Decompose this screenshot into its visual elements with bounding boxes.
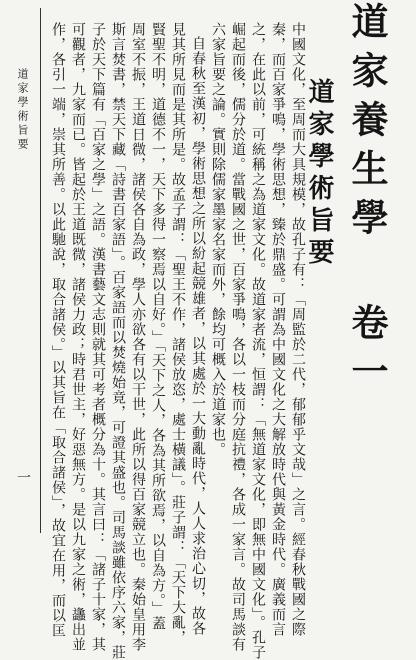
body-column: 周室不振，王道日微，諸侯各自為政，學人亦欲各有以干世，此所以得百家競立也。秦始皇用李 xyxy=(130,22,146,652)
running-title: 道家學術旨要 xyxy=(16,68,29,152)
chapter-title: 道家學術旨要 xyxy=(304,78,334,270)
body-column: 子於天下篇有「百家之學」之語。漢書藝文志則就其可考者概分為十。其言曰：「諸子十家，其 xyxy=(90,22,106,652)
body-column: 之，在此以前，可統稱之為道家文化。故道家者流，恒謂：「無道家文化，即無中國文化」。孔子 xyxy=(250,22,266,660)
body-column: 秦，而百家爭鳴，學術思想，臻於鼎盛。可謂為中國文化之大解放時代與黃金時代。廣義而言 xyxy=(270,22,286,637)
book-title: 道家養生學 卷一 xyxy=(345,2,389,401)
body-column: 中國文化，至周而大具規模，故孔子有：「周監於二代，郁郁乎文哉」之言。經春秋戰國之際 xyxy=(290,22,306,637)
body-column: 見其所見而是其所是。故孟子謂：「聖王不作，諸侯放恣，處士橫議」。莊子謂：「天下大亂， xyxy=(170,22,186,645)
body-column: 六家旨要之論。實則除儒家墨家名家而外，餘均可概入於道家也。 xyxy=(210,22,226,457)
body-column: 可觀者，九家而已。皆起於王道既微，諸侯力政；時君世主，好惡無方。是以九家之術，蠭出並 xyxy=(70,22,86,652)
body-column: 崛起而後，儒分於道。當戰國之世，百家爭鳴，各以一枝而分庭抗禮，各成一家言。故司馬談有 xyxy=(230,22,246,652)
body-column: 作，各引一端，崇其所善。以此馳說，取合諸侯。」以其旨在「取合諸侯」，故宜在用，而以匡 xyxy=(50,22,66,638)
body-column: 斯言焚書，禁天下藏「詩書百家語」。百家語而以焚燒始竟，可證其盛也。司馬談雖依序六家，莊 xyxy=(110,22,126,660)
body-column: 賢聖不明，道德不一，天下多得一察焉以自好。」「天下之人，各為其所欲焉，以自為方。」蓋 xyxy=(150,22,166,631)
page-number: 一 xyxy=(15,470,31,484)
margin-rule xyxy=(40,8,41,533)
body-column: 自春秋至漢初，學術思想之所以紛起競雄者，以其處於一大動亂時代，人人求治心切，故各 xyxy=(190,36,206,636)
